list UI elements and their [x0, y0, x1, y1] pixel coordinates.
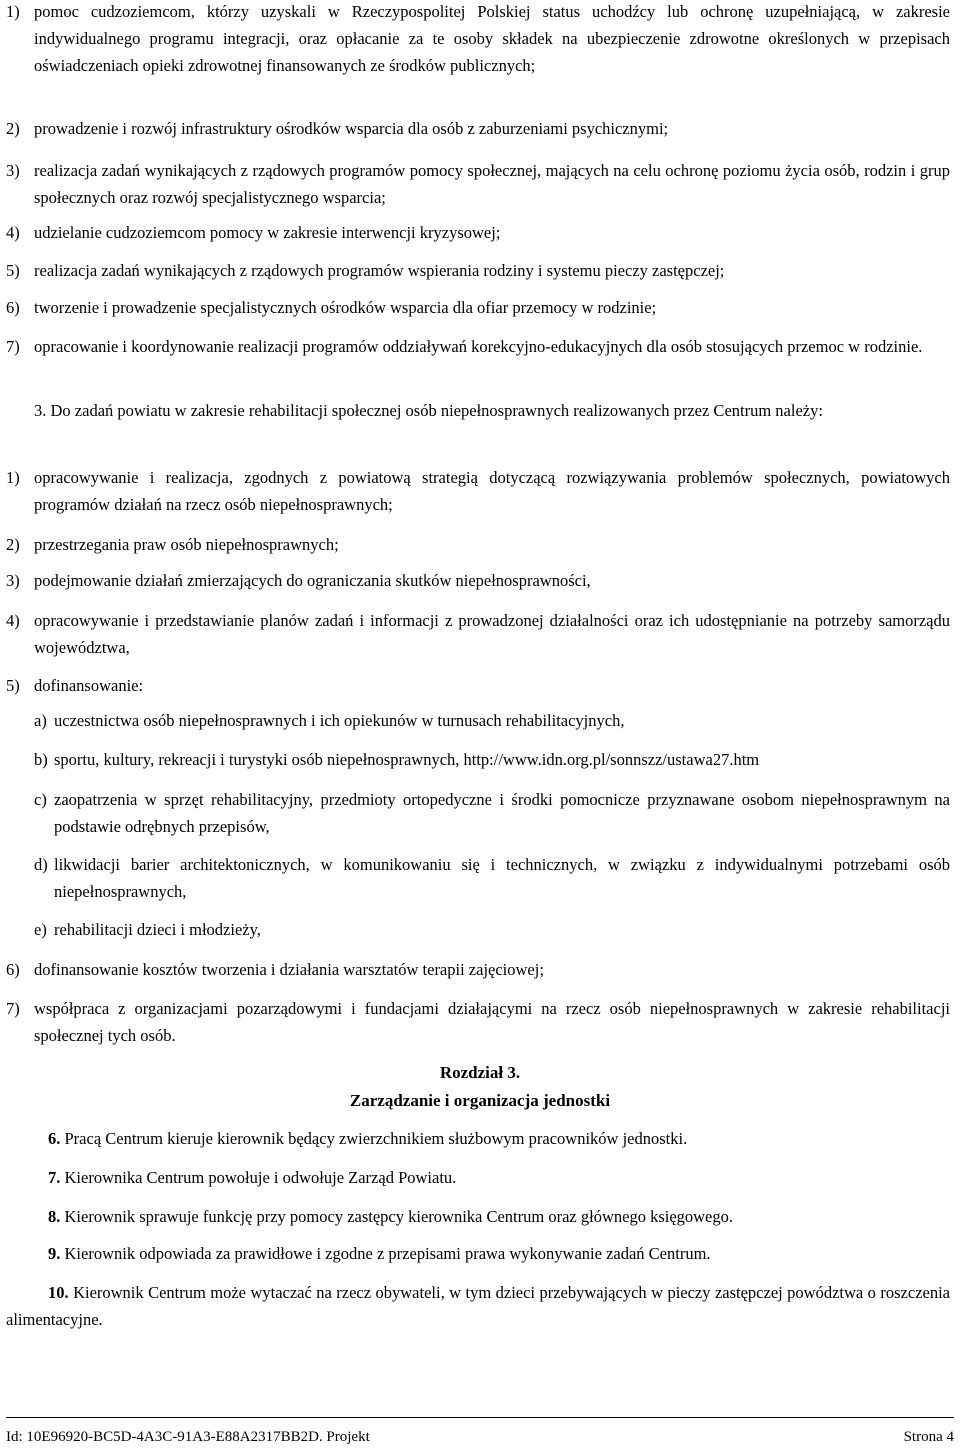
- sublist-item-b: sportu, kultury, rekreacji i turystyki osób niepełnosprawnych, http://www.idn.org.pl/sonnszz/ustawa27.htm: [54, 750, 760, 769]
- list2-item-2: przestrzegania praw osób niepełnosprawnych;: [34, 535, 339, 554]
- list1-num-4: 4): [6, 223, 20, 242]
- sublist-item-d: likwidacji barier architektonicznych, w komunikowaniu się i technicznych, w związku z indywidualnymi potrzebami osób niepełnosprawnych,: [54, 855, 950, 901]
- list1-num-3: 3): [6, 161, 20, 180]
- list1-num-2: 2): [6, 119, 20, 138]
- list2-num-5: 5): [6, 676, 20, 695]
- list2-item-3: podejmowanie działań zmierzających do ograniczania skutków niepełnosprawności,: [34, 571, 591, 590]
- paragraph-7-num: 7.: [48, 1168, 61, 1187]
- list1-item-3: realizacja zadań wynikających z rządowych programów pomocy społecznej, mających na celu ochronę poziomu życia osób, rodzin i grup społecznych oraz rozwój specjalistycznego wsparcia;: [34, 161, 950, 207]
- list3-num-7: 7): [6, 999, 20, 1018]
- list2-item-4: opracowywanie i przedstawianie planów zadań i informacji z prowadzonej działalności oraz ich udostępnianie na potrzeby samorządu województwa,: [34, 611, 950, 657]
- list3-item-6: dofinansowanie kosztów tworzenia i działania warsztatów terapii zajęciowej;: [34, 960, 544, 979]
- sublist-num-b: b): [34, 750, 48, 769]
- list1-num-6: 6): [6, 298, 20, 317]
- paragraph-10-num: 10.: [48, 1283, 69, 1302]
- sublist-item-c: zaopatrzenia w sprzęt rehabilitacyjny, przedmioty ortopedyczne i środki pomocnicze przyznawane osobom niepełnosprawnym na podstawie odrębnych przepisów,: [54, 790, 950, 836]
- sublist-num-c: c): [34, 790, 47, 809]
- footer-document-id: Id: 10E96920-BC5D-4A3C-91A3-E88A2317BB2D. Projekt: [6, 1429, 370, 1445]
- sublist-item-e: rehabilitacji dzieci i młodzieży,: [54, 920, 261, 939]
- list1-item-6: tworzenie i prowadzenie specjalistycznych ośrodków wsparcia dla ofiar przemocy w rodzinie;: [34, 298, 657, 317]
- list1-item-1: pomoc cudzoziemcom, którzy uzyskali w Rzeczypospolitej Polskiej status uchodźcy lub ochronę uzupełniającą, w zakresie indywidualnego programu integracji, oraz opłacanie za te osoby składek na ubezpieczenie zdrowotne określonych w przepisach oświadczeniach opieki zdrowotnej finansowanych ze środków publicznych;: [34, 2, 950, 75]
- list3-num-6: 6): [6, 960, 20, 979]
- footer-divider: [6, 1417, 954, 1418]
- list2-num-4: 4): [6, 611, 20, 630]
- list1-num-1: 1): [6, 2, 20, 21]
- footer-page-number: Strona 4: [903, 1429, 954, 1445]
- paragraph-9: 9. Kierownik odpowiada za prawidłowe i zgodne z przepisami prawa wykonywanie zadań Centrum.: [48, 1244, 711, 1263]
- paragraph-8: 8. Kierownik sprawuje funkcję przy pomocy zastępcy kierownika Centrum oraz głównego księgowego.: [48, 1207, 734, 1226]
- chapter-title: Rozdział 3.: [439, 1063, 521, 1082]
- list3-item-7: współpraca z organizacjami pozarządowymi i fundacjami działającymi na rzecz osób niepełnosprawnych w zakresie rehabilitacji społecznej tych osób.: [34, 999, 950, 1045]
- paragraph-6: 6. Pracą Centrum kieruje kierownik będący zwierzchnikiem służbowym pracowników jednostki.: [48, 1129, 688, 1148]
- list2-num-2: 2): [6, 535, 20, 554]
- list1-item-5: realizacja zadań wynikających z rządowych programów wspierania rodziny i systemu pieczy zastępczej;: [34, 261, 725, 280]
- list1-item-2: prowadzenie i rozwój infrastruktury ośrodków wsparcia dla osób z zaburzeniami psychicznymi;: [34, 119, 669, 138]
- list1-item-4: udzielanie cudzoziemcom pomocy w zakresie interwencji kryzysowej;: [34, 223, 501, 242]
- list2-num-3: 3): [6, 571, 20, 590]
- list1-item-7: opracowanie i koordynowanie realizacji programów oddziaływań korekcyjno-edukacyjnych dla osób stosujących przemoc w rodzinie.: [34, 337, 923, 356]
- chapter-subtitle: Zarządzanie i organizacja jednostki: [349, 1091, 611, 1110]
- sublist-num-a: a): [34, 711, 47, 730]
- sublist-num-d: d): [34, 855, 48, 874]
- sublist-num-e: e): [34, 920, 47, 939]
- paragraph-6-num: 6.: [48, 1129, 61, 1148]
- paragraph-10: 10. Kierownik Centrum może wytaczać na rzecz obywateli, w tym dzieci przebywających w pieczy zastępczej powództwa o roszczenia alimentacyjne.: [6, 1283, 950, 1329]
- sublist-item-a: uczestnictwa osób niepełnosprawnych i ich opiekunów w turnusach rehabilitacyjnych,: [54, 711, 625, 730]
- section-3-intro: 3. Do zadań powiatu w zakresie rehabilitacji społecznej osób niepełnosprawnych realizowanych przez Centrum należy:: [34, 401, 823, 420]
- paragraph-9-num: 9.: [48, 1244, 61, 1263]
- paragraph-8-num: 8.: [48, 1207, 61, 1226]
- list2-num-1: 1): [6, 468, 20, 487]
- list2-item-1: opracowywanie i realizacja, zgodnych z powiatową strategią dotyczącą rozwiązywania problemów społecznych, powiatowych programów działań na rzecz osób niepełnosprawnych;: [34, 468, 950, 514]
- list2-item-5: dofinansowanie:: [34, 676, 144, 695]
- paragraph-7: 7. Kierownika Centrum powołuje i odwołuje Zarząd Powiatu.: [48, 1168, 457, 1187]
- list1-num-7: 7): [6, 337, 20, 356]
- list1-num-5: 5): [6, 261, 20, 280]
